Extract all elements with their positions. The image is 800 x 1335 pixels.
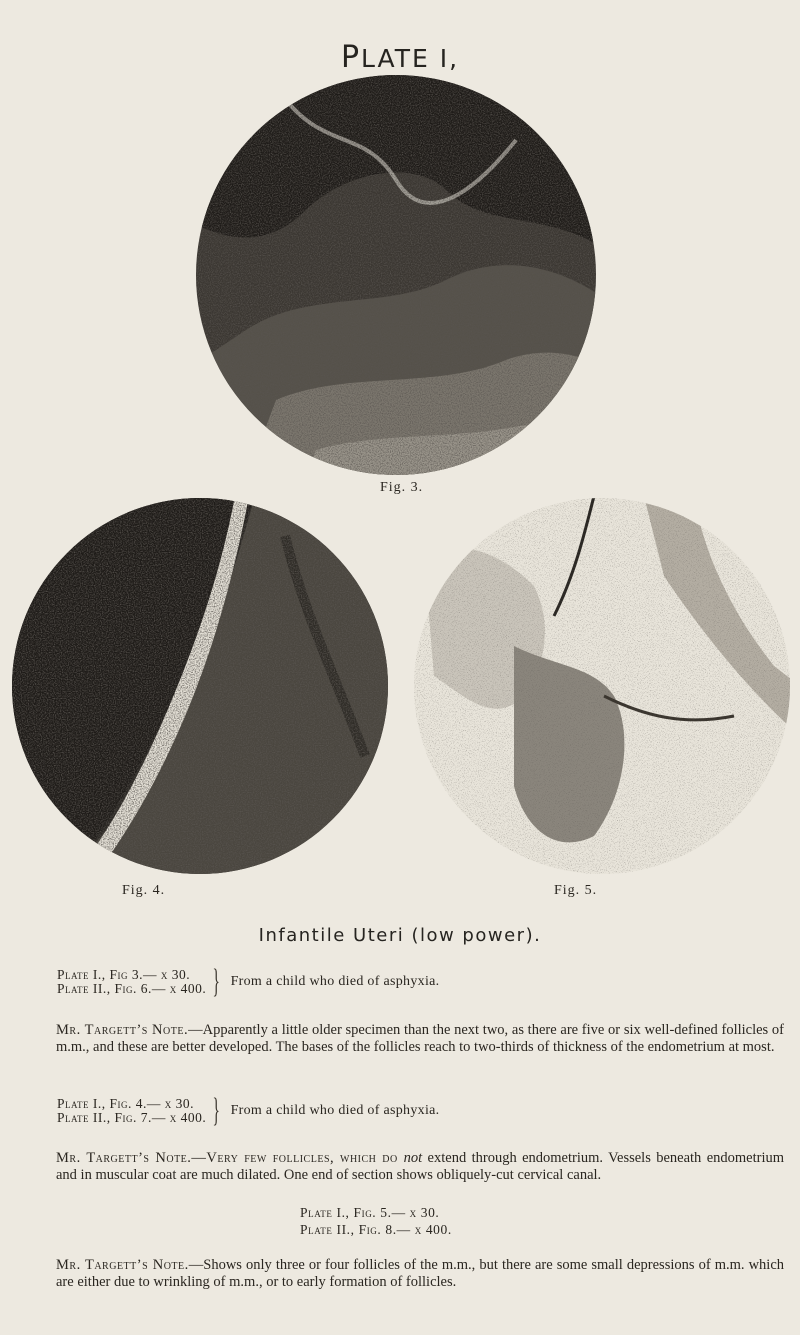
micrograph-fig-3	[186, 70, 606, 480]
ref-line: Plate I., Fig. 4.— x 30.	[57, 1096, 195, 1111]
fig-3-label: Fig. 3.	[380, 480, 424, 495]
micrograph-fig-5	[404, 496, 800, 876]
fig-5-label: Fig. 5.	[554, 883, 598, 898]
ref-description: From a child who died of asphyxia.	[230, 974, 440, 989]
targett-note-3	[28, 1257, 784, 1291]
note-emphasis: not	[403, 1150, 423, 1166]
ref-line: Plate II., Fig. 8.— x 400.	[300, 1222, 452, 1237]
note-text: —Apparently a little older specimen than the next two, as there are five or six well-defined follicles of m.m., and these are better developed. The bases of the follicles reach to two-thirds of thickness of the endometrium at most.	[56, 1022, 784, 1055]
note-text: —Shows only three or four follicles of the m.m., but there are some small depressions of m.m. which are either due to wrinkling of m.m., or to early formation of follicles.	[56, 1257, 785, 1290]
note-text-before: Mr. Targett’s Note.—Very few follicles, which do	[56, 1150, 404, 1166]
note-author: Mr. Targett’s Note.	[56, 1257, 189, 1273]
fig-4-label: Fig. 4.	[122, 883, 166, 898]
ref-line: Plate I., Fig 3.— x 30.	[57, 967, 191, 982]
micrograph-fig-4	[5, 496, 395, 876]
ref-description: From a child who died of asphyxia.	[230, 1103, 440, 1118]
ref-line: Plate II., Fig. 6.— x 400.	[57, 981, 207, 996]
plate-title: PLATE I,	[340, 40, 460, 75]
brace: }	[212, 963, 221, 1000]
note-author: Mr. Targett’s Note.	[56, 1022, 189, 1038]
ref-line: Plate II., Fig. 7.— x 400.	[57, 1110, 207, 1125]
plate-reference-1	[57, 963, 440, 1000]
ref-line: Plate I., Fig. 5.— x 30.	[300, 1205, 440, 1220]
plate-reference-3	[300, 1204, 452, 1238]
brace: }	[212, 1092, 221, 1129]
targett-note-1	[28, 1022, 784, 1056]
targett-note-2	[28, 1150, 784, 1184]
note-text-after: extend through endometrium. Vessels beneath endometrium and in muscular coat are much dilated. One end of section shows obliquely-cut cervical canal.	[56, 1150, 785, 1183]
plate-reference-2	[57, 1092, 440, 1129]
main-heading: Infantile Uteri (low power).	[258, 925, 542, 946]
